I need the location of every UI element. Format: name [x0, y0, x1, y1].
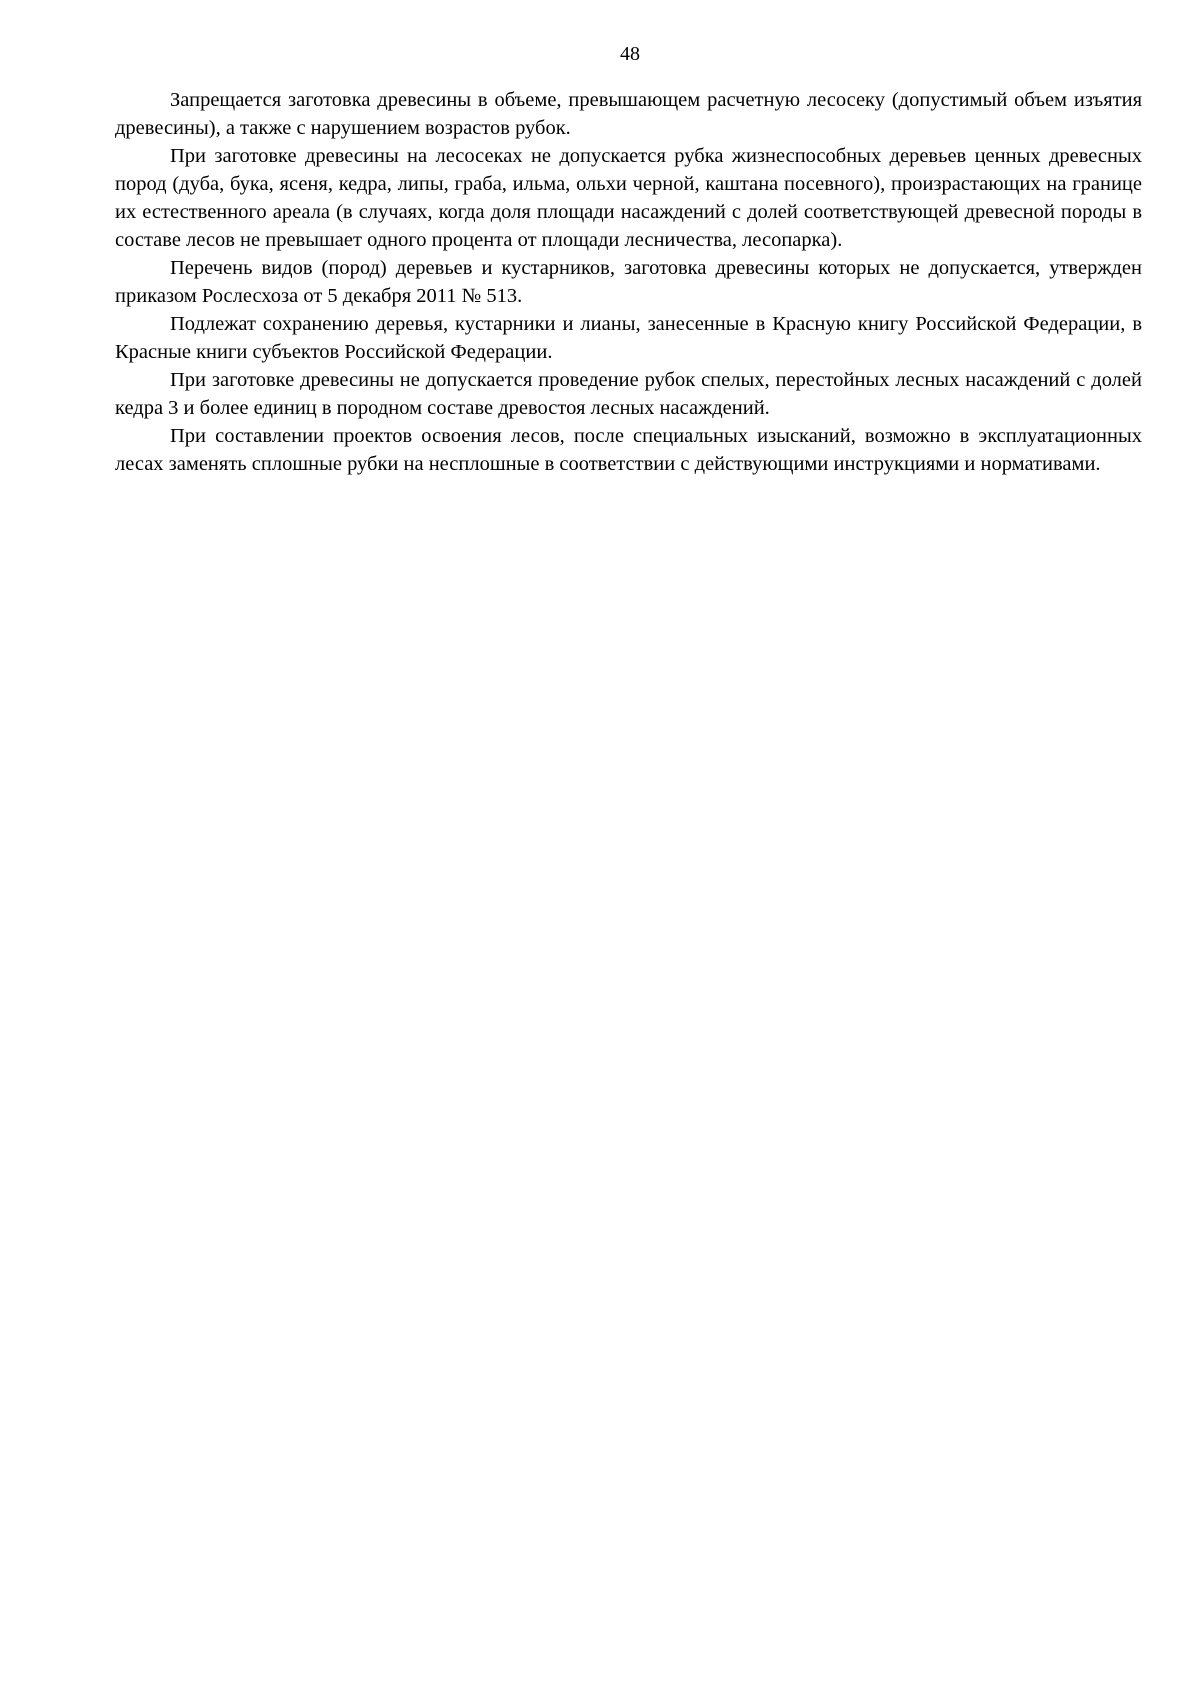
document-body: [115, 86, 1142, 478]
paragraph-cedar-stands-restriction: При заготовке древесины не допускается проведение рубок спелых, перестойных лесных насаждений с долей кедра 3 и более единиц в породном составе древостоя лесных насаждений.: [115, 369, 1142, 419]
paragraph-selective-felling-replacement: При составлении проектов освоения лесов, после специальных изысканий, возможно в эксплуатационных лесах заменять сплошные рубки на несплошные в соответствии с действующими инструкциями и нормативами.: [115, 425, 1142, 475]
paragraph-harvest-volume-limit: Запрещается заготовка древесины в объеме, превышающем расчетную лесосеку (допустимый объем изъятия древесины), а также с нарушением возрастов рубок.: [115, 89, 1142, 139]
paragraph-red-book-preservation: Подлежат сохранению деревья, кустарники и лианы, занесенные в Красную книгу Российской Федерации, в Красные книги субъектов Российской Федерации.: [115, 313, 1142, 363]
page-number: 48: [620, 43, 640, 65]
paragraph-valuable-species-protection: При заготовке древесины на лесосеках не допускается рубка жизнеспособных деревьев ценных древесных пород (дуба, бука, ясеня, кедра, липы, граба, ильма, ольхи черной, каштана посевного), произрастающих на границе их естественного ареала (в случаях, когда доля площади насаждений с долей соответствующей древесной породы в составе лесов не превышает одного процента от площади лесничества, лесопарка).: [115, 145, 1142, 251]
paragraph-prohibited-species-list: Перечень видов (пород) деревьев и кустарников, заготовка древесины которых не допускается, утвержден приказом Рослесхоза от 5 декабря 2011 № 513.: [115, 257, 1142, 307]
